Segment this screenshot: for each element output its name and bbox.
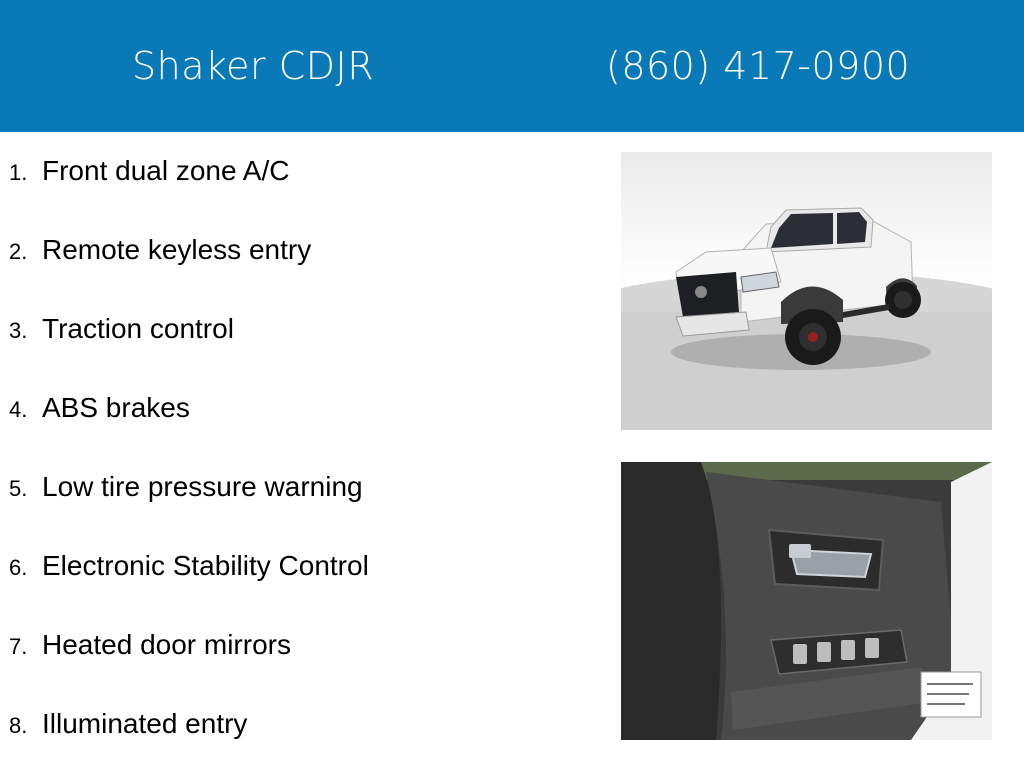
vehicle-photo-exterior[interactable]	[621, 152, 992, 430]
feature-item	[9, 471, 363, 503]
feature-number: 4.	[9, 397, 28, 422]
feature-number: 7.	[9, 634, 28, 659]
feature-label: Electronic Stability Control	[42, 550, 369, 581]
feature-item	[9, 392, 190, 424]
feature-item	[9, 155, 289, 187]
dealer-name[interactable]: Shaker CDJR	[132, 44, 375, 88]
feature-label: Illuminated entry	[42, 708, 248, 739]
vehicle-photo-interior[interactable]	[621, 462, 992, 740]
feature-label: Remote keyless entry	[42, 234, 312, 265]
feature-number: 6.	[9, 555, 28, 580]
feature-item	[9, 550, 369, 582]
dealer-phone[interactable]: (860) 417-0900	[606, 44, 911, 88]
dealer-header	[0, 0, 1024, 132]
feature-label: ABS brakes	[42, 392, 190, 423]
feature-label: Traction control	[42, 313, 234, 344]
feature-item	[9, 629, 291, 661]
feature-number: 5.	[9, 476, 28, 501]
feature-label: Front dual zone A/C	[42, 155, 290, 186]
feature-item	[9, 234, 311, 266]
feature-label: Low tire pressure warning	[42, 471, 363, 502]
feature-number: 1.	[9, 160, 28, 185]
door-panel-illustration	[621, 462, 992, 740]
feature-item	[9, 313, 234, 345]
truck-illustration	[621, 152, 992, 430]
feature-number: 2.	[9, 239, 28, 264]
feature-label: Heated door mirrors	[42, 629, 291, 660]
feature-item	[9, 708, 247, 740]
feature-number: 3.	[9, 318, 28, 343]
feature-number: 8.	[9, 713, 28, 738]
